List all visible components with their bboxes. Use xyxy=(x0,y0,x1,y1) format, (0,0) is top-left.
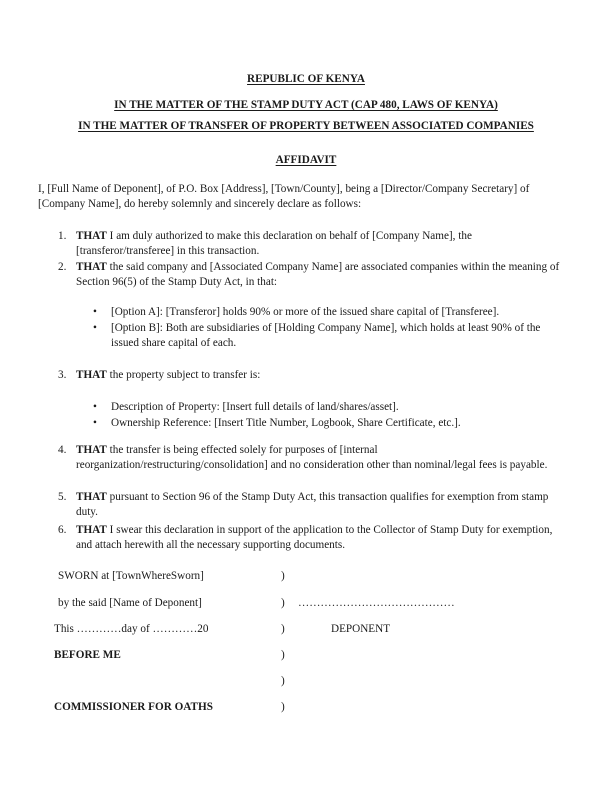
bracket: ) xyxy=(281,649,285,661)
jurat-row-date xyxy=(54,622,554,637)
heading-matter-act: IN THE MATTER OF THE STAMP DUTY ACT (CAP 480, LAWS OF KENYA) xyxy=(114,99,498,111)
bullet-item xyxy=(93,400,571,415)
bracket: ) xyxy=(281,570,285,582)
bullet-icon: • xyxy=(93,401,97,413)
bracket: ) xyxy=(281,623,285,635)
heading-matter-transfer: IN THE MATTER OF TRANSFER OF PROPERTY BETWEEN ASSOCIATED COMPANIES xyxy=(78,120,534,132)
declaration-item-4 xyxy=(58,443,566,473)
item-lead: THAT xyxy=(76,261,107,273)
bracket: ) xyxy=(281,675,285,687)
item-number: 5. xyxy=(58,491,67,503)
bullet-text: Description of Property: [Insert full details of land/shares/asset]. xyxy=(111,401,399,413)
bullet-text: Ownership Reference: [Insert Title Number, Logbook, Share Certificate, etc.]. xyxy=(111,417,461,429)
date-line[interactable]: This …………day of …………20 xyxy=(54,623,209,635)
jurat-row-deponent xyxy=(54,596,554,611)
sworn-at-label: SWORN at [TownWhereSworn] xyxy=(58,570,204,582)
commissioner-label: COMMISSIONER FOR OATHS xyxy=(54,701,213,713)
bullet-icon: • xyxy=(93,322,97,334)
bracket: ) xyxy=(281,701,285,713)
intro-paragraph: I, [Full Name of Deponent], of P.O. Box [Address], [Town/County], being a [Director/Company Secretary] of [Company Name], do hereby solemnly and sincerely declare as follows: xyxy=(38,183,530,210)
jurat-row-before-me xyxy=(54,648,554,663)
item-lead: THAT xyxy=(76,491,107,503)
item-number: 3. xyxy=(58,369,67,381)
item-number: 4. xyxy=(58,444,67,456)
bullet-icon: • xyxy=(93,306,97,318)
item-text: pursuant to Section 96 of the Stamp Duty Act, this transaction qualifies for exemption from stamp duty. xyxy=(76,491,549,518)
heading-republic: REPUBLIC OF KENYA xyxy=(247,73,365,85)
deponent-signature-line[interactable]: …………………………………… xyxy=(298,597,455,609)
item-number: 2. xyxy=(58,261,67,273)
bracket: ) xyxy=(281,597,285,609)
jurat-row-commissioner xyxy=(54,700,554,715)
bullet-text: [Option B]: Both are subsidiaries of [Holding Company Name], which holds at least 90% of the issued share capital of each. xyxy=(111,322,541,349)
item-lead: THAT xyxy=(76,369,107,381)
heading-affidavit: AFFIDAVIT xyxy=(275,154,337,166)
declaration-item-6 xyxy=(58,523,566,553)
item-text: I swear this declaration in support of the application to the Collector of Stamp Duty for exemption, and attach herewith all the necessary supporting documents. xyxy=(76,524,553,551)
item-lead: THAT xyxy=(76,524,107,536)
item-lead: THAT xyxy=(76,444,107,456)
item-lead: THAT xyxy=(76,230,107,242)
jurat-row-sworn xyxy=(54,569,554,584)
before-me-label: BEFORE ME xyxy=(54,649,121,661)
bullet-item xyxy=(93,305,571,320)
declaration-item-2 xyxy=(58,260,566,290)
by-the-said-label: by the said [Name of Deponent] xyxy=(58,597,202,609)
bullet-item xyxy=(93,321,571,351)
declaration-item-3 xyxy=(58,368,566,383)
bullet-text: [Option A]: [Transferor] holds 90% or more of the issued share capital of [Transferee]. xyxy=(111,306,500,318)
item-text: the transfer is being effected solely for purposes of [internal reorganization/restructuring/consolidation] and no consideration other than nominal/legal fees is payable. xyxy=(76,444,548,471)
item-text: the said company and [Associated Company Name] are associated companies within the meaning of Section 96(5) of the Stamp Duty Act, in that: xyxy=(76,261,560,288)
declaration-item-1 xyxy=(58,229,566,259)
item-text: I am duly authorized to make this declaration on behalf of [Company Name], the [transferor/transferee] in this transaction. xyxy=(76,230,472,257)
item-number: 1. xyxy=(58,230,67,242)
declaration-item-5 xyxy=(58,490,566,520)
bullet-icon: • xyxy=(93,417,97,429)
deponent-label: DEPONENT xyxy=(331,623,391,635)
bullet-item xyxy=(93,416,571,431)
item-text: the property subject to transfer is: xyxy=(106,369,261,381)
jurat-row-blank xyxy=(54,674,554,689)
item-number: 6. xyxy=(58,524,67,536)
